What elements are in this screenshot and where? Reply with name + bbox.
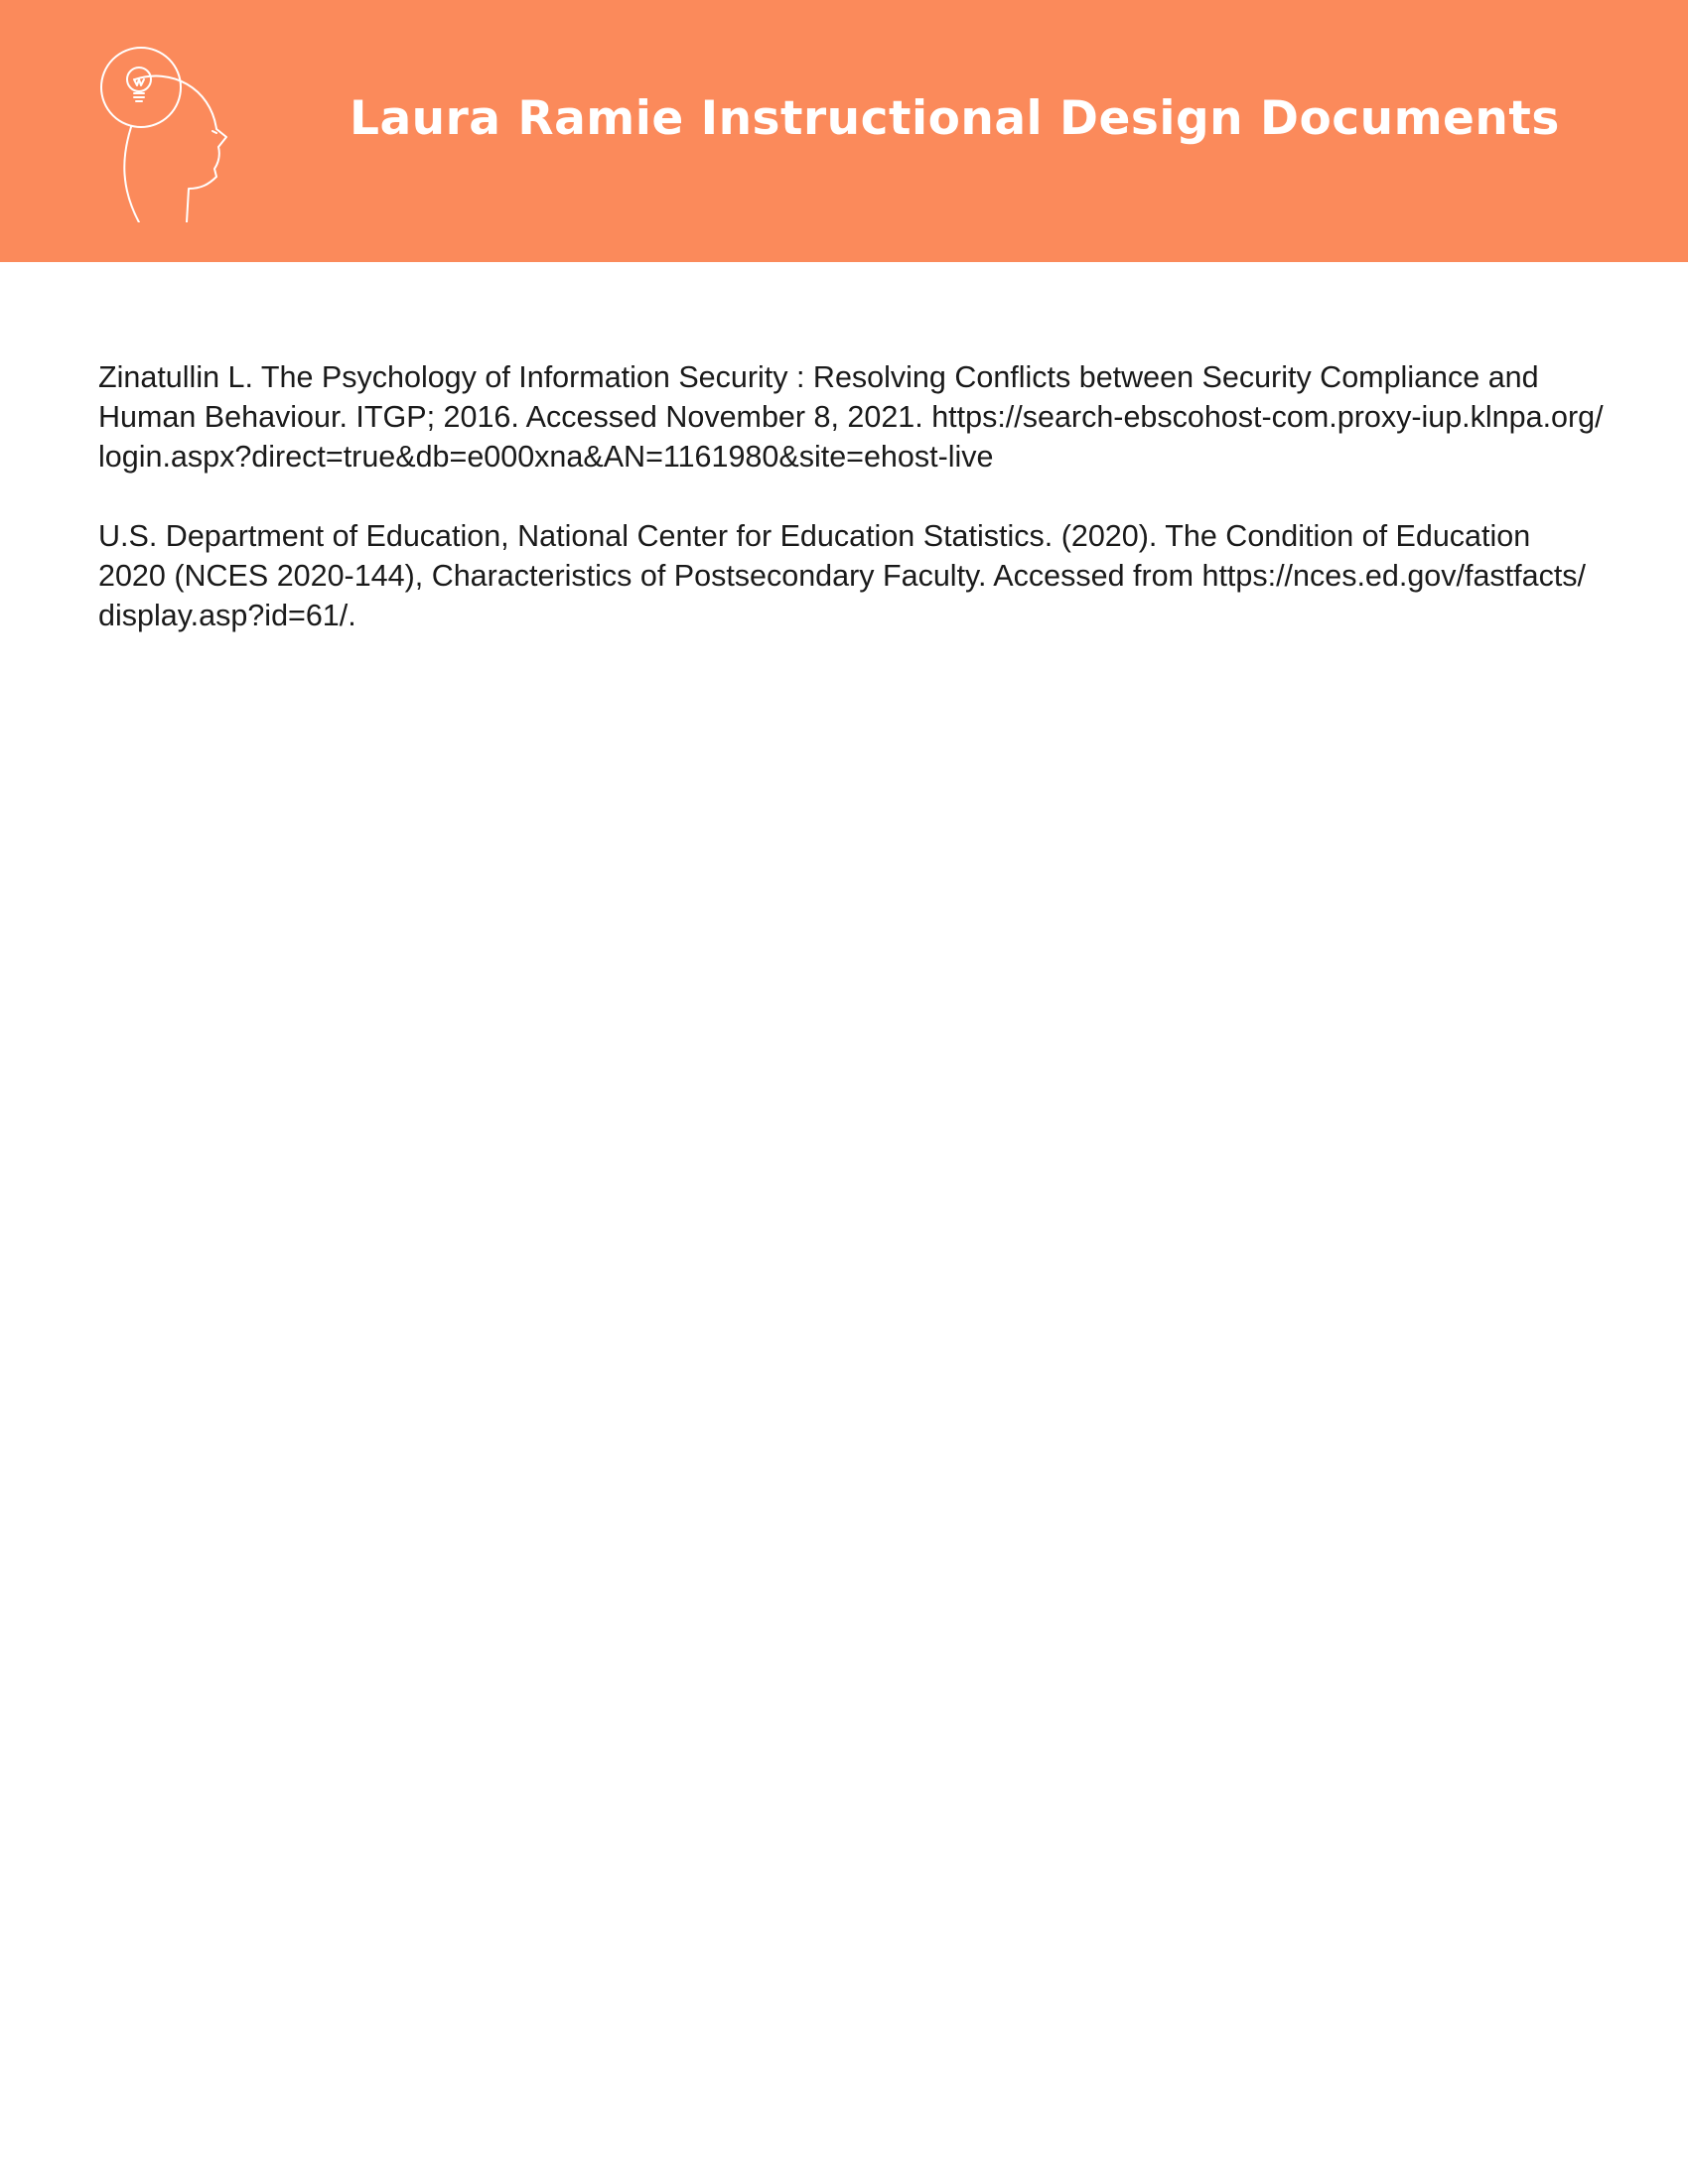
references-list — [98, 357, 1604, 675]
head-lightbulb-icon — [91, 40, 250, 222]
reference-entry-zinatullin — [98, 357, 1604, 477]
page-title: Laura Ramie Instructional Design Documents — [350, 91, 1560, 146]
reference-line: 2020 (NCES 2020-144), Characteristics of Postsecondary Faculty. Accessed from https://nces.ed.gov/fastfacts/ — [98, 559, 1587, 593]
reference-line: U.S. Department of Education, National Center for Education Statistics. (2020). The Condition of Education — [98, 519, 1531, 553]
reference-line: display.asp?id=61/. — [98, 599, 356, 632]
reference-entry-nces — [98, 516, 1598, 635]
reference-line: login.aspx?direct=true&db=e000xna&AN=1161980&site=ehost-live — [98, 440, 994, 474]
page-header — [0, 0, 1688, 262]
reference-line: Human Behaviour. ITGP; 2016. Accessed November 8, 2021. https://search-ebscohost-com.proxy-iup.klnpa.org/ — [98, 400, 1604, 434]
reference-line: Zinatullin L. The Psychology of Information Security : Resolving Conflicts between Security Compliance and — [98, 360, 1539, 394]
